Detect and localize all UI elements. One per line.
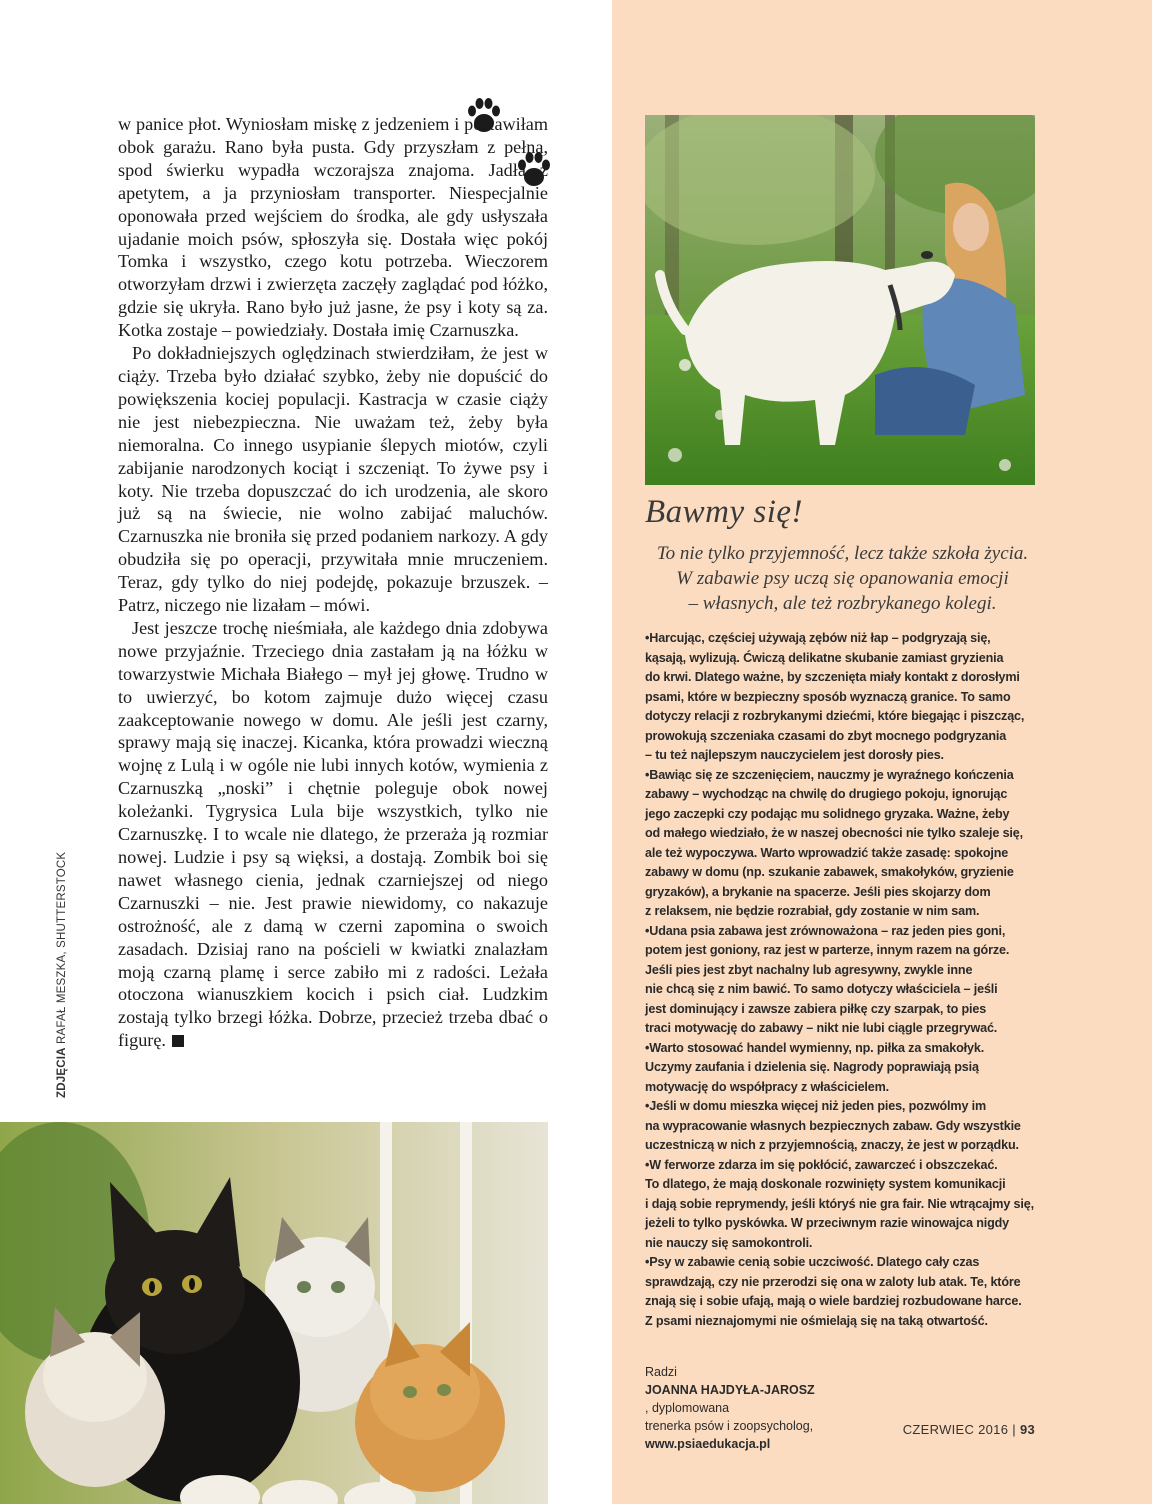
- article-paragraph: w panice płot. Wyniosłam miskę z jedzeniem i postawiłam obok garażu. Rano była pusta. Gdy przyszłam z pełną, spod świerku wypadła wczorajsza znajoma. Jadła z apetytem, a ja przyniosłam transporter. Niespecjalnie oponowała przed wejściem do środka, ale gdy usłyszała ujadanie moich psów, spłoszyła się. Dostała więc pokój Tomka i wszystko, czego kotu potrzeba. Wieczorem otworzyłam drzwi i zwierzęta zaczęły zaglądać pod łóżko, gdzie się ukryła. Rano było już jasne, że psy i koty są za. Kotka zostaje – powiedziały. Dostała imię Czarnuszka.: [118, 114, 548, 341]
- sidebar-tip-line: Jeśli pies jest zbyt nachalny lub agresywny, zwykle inne: [645, 962, 973, 977]
- sidebar-tips: [645, 629, 1040, 1331]
- page-folio: [845, 1422, 1035, 1437]
- sidebar-tip-line: i dają sobie reprymendy, jeśli któryś nie gra fair. Nie wtrącajmy się,: [645, 1196, 1034, 1211]
- author-line-1: [645, 1363, 1040, 1417]
- sidebar-lead-line: To nie tylko przyjemność, lecz także szkoła życia.: [656, 543, 1029, 564]
- sidebar-tip-line: uczestniczą w nich z przyjemnością, znaczy, że jest w porządku.: [645, 1138, 1019, 1152]
- article-body: [118, 113, 548, 1052]
- page-number: 93: [1019, 1422, 1035, 1437]
- author-prefix: Radzi: [645, 1365, 677, 1379]
- sidebar-tip-line: dotyczy relacji z rozbrykanymi dziećmi, które biegając i piszcząc,: [645, 709, 1025, 723]
- sidebar-lead-line: W zabawie psy uczą się opanowania emocji: [676, 568, 1009, 589]
- sidebar-tip-line: gryzaków), a brykanie na spacerze. Jeśli pies skojarzy dom: [645, 884, 991, 899]
- photo-credit: [56, 852, 68, 1098]
- sidebar-tip-line: ale też wypoczywa. Warto wprowadzić także zasadę: spokojne: [645, 845, 1009, 860]
- sidebar-tip-line: zabawy w domu (np. szukanie zabawek, smakołyków, gryzienie: [645, 865, 1014, 879]
- sidebar-tip-line: znają się i sobie ufają, mają o wiele bardziej rozbudowane harce.: [645, 1294, 1022, 1308]
- article-paragraph: Po dokładniejszych oględzinach stwierdziłam, że jest w ciąży. Trzeba było działać szybko, żeby nie dopuścić do powiększenia kociej populacji. Kastracja w czasie ciąży nie jest niebezpieczna. Nie uważam też, żeby była niemoralna. Co innego usypianie ślepych miotów, czyli zabijanie narodzonych kociąt i szczeniąt. To żywe psy i koty. Nie trzeba dopuszczać do ich urodzenia, ale skoro już są na świecie, nie wolno zabijać maluchów. Czarnuszka nie broniła się przed podaniem narkozy. A gdy obudziła się po operacji, przywitała mnie mruczeniem. Teraz, gdy tylko do niej podejdę, pokazuje brzuszek. – Patrz, niczego nie lizałam – mówi.: [118, 343, 548, 616]
- sidebar-tip-line: •W ferworze zdarza im się pokłócić, zawarczeć i obszczekać.: [645, 1157, 998, 1172]
- sidebar-tip-line: Z psami nieznajomymi nie ośmielają się na taką otwartość.: [645, 1313, 988, 1328]
- scalloped-edge: [600, 0, 626, 1504]
- article-paragraph-text: Jest jeszcze trochę nieśmiała, ale każdego dnia zdobywa nowe przyjaźnie. Trzeciego dnia zastałam ją na łóżku w towarzystwie Michała Białego – mył jej głowę. Trudno w to uwierzyć, bo kotom zajmuje dużo więcej czasu zaakceptowanie nowego w domu. Ale jeśli jest czarny, sprawy mają się inaczej. Kicanka, która prowadzi wieczną wojnę z Lulą i w ogóle nie lubi innych kotów, wymienia z Czarnuszką „noski” i chętnie poleguje obok nowej koleżanki. Tygrysica Lula bije wszystkich, tylko nie Czarnuszkę. I to wcale nie dlatego, że przeraża ją rozmiar nowej. Ludzie i psy są więksi, a dostają. Zombik boi się nawet własnego cienia, jednak czarniejszej od niego Czarnuszki – nie. Jest prawie niewidomy, co nakazuje ostrożność, ale z damą w czerni zapomina o swoich zasadach. Dzisiaj rano na pościeli w kwiatki znalazłam moją czarną plamę i serce zabiło mi z radości. Leżała otoczona wianuszkiem kocich i psich ciał. Ludzkim zostają tylko brzegi łóżka. Dobrze, przecież trzeba dbać o figurę.: [118, 617, 548, 1051]
- kittens-photo: [0, 1122, 548, 1504]
- folio-separator: |: [1012, 1422, 1016, 1437]
- sidebar-tip-line: To dlatego, że mają doskonale rozwinięty system komunikacji: [645, 1177, 1006, 1191]
- sidebar-tip-line: prowokują szczeniaka czasami do zbyt mocnego podgryzania: [645, 728, 1007, 743]
- sidebar-tip-line: traci motywację do zabawy – nikt nie lubi ciągle przegrywać.: [645, 1021, 998, 1035]
- sidebar-tip-line: jest dominujący i zawsze zabiera piłkę czy szarpak, to pies: [645, 1001, 987, 1016]
- sidebar-tip-line: nie nauczy się samokontroli.: [645, 1235, 813, 1250]
- sidebar-tip-line: psami, które w bezpieczny sposób wyznaczą granice. To samo: [645, 689, 1011, 704]
- author-url[interactable]: www.psiaedukacja.pl: [645, 1437, 771, 1451]
- sidebar-tip-line: na wypracowanie własnych bezpiecznych zabaw. Gdy wszystkie: [645, 1118, 1021, 1133]
- photo-credit-names: RAFAŁ MESZKA, SHUTTERSTOCK: [56, 851, 68, 1044]
- sidebar-tip-line: Uczymy zaufania i dzielenia się. Nagrody poprawiają psią: [645, 1060, 979, 1074]
- sidebar-tip-line: od małego wiedziało, że w naszej obecności nie tylko szaleje się,: [645, 826, 1023, 840]
- photo-credit-label: ZDJĘCIA: [56, 1047, 68, 1098]
- sidebar-lead-line: – własnych, ale też rozbrykanego kolegi.: [688, 593, 997, 614]
- sidebar-tip-line: zabawy – wychodząc na chwilę do drugiego pokoju, ignorując: [645, 787, 1008, 801]
- sidebar-tip-line: •Bawiąc się ze szczenięciem, nauczmy je wyraźnego kończenia: [645, 767, 1014, 782]
- sidebar-author: [645, 1363, 1040, 1453]
- author-name: JOANNA HAJDYŁA-JAROSZ: [645, 1383, 815, 1397]
- sidebar-tip-line: potem jest goniony, raz jest w parterze, innym razem na górze.: [645, 943, 1010, 957]
- author-role: , dyplomowana: [645, 1401, 730, 1415]
- sidebar-tip-line: nie chcą się z nim bawić. To samo dotyczy właściciela – jeśli: [645, 982, 998, 996]
- sidebar-tip-line: •Udana psia zabawa jest zrównoważona – raz jeden pies goni,: [645, 923, 1006, 938]
- sidebar-tip-line: kąsają, wylizują. Ćwiczą delikatne skubanie zamiast gryzienia: [645, 650, 1004, 665]
- end-square-icon: [172, 1035, 184, 1047]
- issue-date: CZERWIEC 2016: [902, 1422, 1009, 1437]
- sidebar-tip-line: •Warto stosować handel wymienny, np. piłka za smakołyk.: [645, 1040, 985, 1055]
- sidebar-tip-line: jeżeli to tylko pyskówka. W przeciwnym razie winowajca nigdy: [645, 1216, 1010, 1230]
- author-line-2-text: trenerka psów i zoopsycholog,: [645, 1419, 814, 1433]
- dog-woman-photo: [645, 115, 1035, 485]
- sidebar-tip-line: •Jeśli w domu mieszka więcej niż jeden pies, pozwólmy im: [645, 1099, 987, 1113]
- sidebar-tip-line: •Harcując, częściej używają zębów niż łap – podgryzają się,: [645, 631, 991, 645]
- sidebar-tip-line: – tu też najlepszym nauczycielem jest dorosły pies.: [645, 748, 944, 762]
- sidebar-title: Bawmy się!: [645, 494, 804, 530]
- sidebar-tip-line: •Psy w zabawie cenią sobie uczciwość. Dlatego cały czas: [645, 1255, 980, 1269]
- sidebar-tip-line: do krwi. Dlatego ważne, by szczenięta miały kontakt z dorosłymi: [645, 670, 1020, 684]
- sidebar-tip-line: motywację do współpracy z właścicielem.: [645, 1079, 890, 1094]
- article-paragraph: [118, 617, 548, 1052]
- sidebar-tip-line: sprawdzają, czy nie przerodzi się ona w zaloty lub atak. Te, które: [645, 1274, 1021, 1289]
- sidebar-tip-line: jego zaczepki czy podając mu solidnego gryzaka. Ważne, żeby: [645, 806, 1010, 821]
- sidebar-lead: [645, 541, 1040, 616]
- sidebar-tip-line: z relaksem, nie będzie rozrabiał, gdy zostanie w nim sam.: [645, 904, 980, 918]
